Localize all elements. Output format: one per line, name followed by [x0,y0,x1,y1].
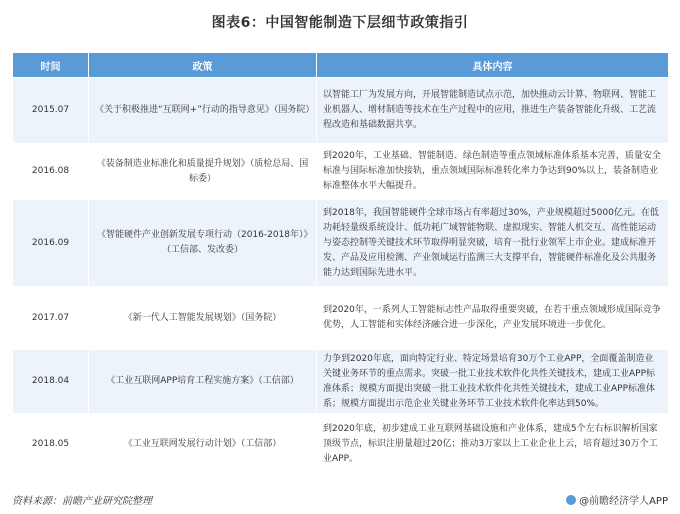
cell-content: 到2018年，我国智能硬件全球市场占有率超过30%，产业规模超过5000亿元。在低功耗轻量级系统设计、低功耗广域智能物联、虚拟现实、智能人机交互、高性能运动与姿态控制等关键技术环节取得明显突破，培育一批行业领军上市企业。建成标准开发、产品及应用检测、产业领域运行监测三大支撑平台，智能硬件标准化及公共服务能力达到国际先进水平。 [317,200,669,287]
cell-policy: 《工业互联网发展行动计划》（工信部） [89,414,317,475]
column-header-policy: 政策 [89,53,317,78]
cell-policy: 《关于积极推进“互联网+”行动的指导意见》（国务院） [89,78,317,144]
table-row [13,200,669,287]
policy-table-container [12,52,668,475]
table-row [13,144,669,200]
cell-time: 2016.09 [13,200,89,287]
cell-policy: 《装备制造业标准化和质量提升规划》（质检总局、国标委） [89,144,317,200]
table-row [13,78,669,144]
cell-time: 2015.07 [13,78,89,144]
page-title: 图表6：中国智能制造下层细节政策指引 [211,15,469,31]
brand-logo-icon [566,495,576,505]
cell-policy: 《新一代人工智能发展规划》（国务院） [89,287,317,350]
cell-content: 到2020年底，初步建成工业互联网基础设施和产业体系，建成5个左右标识解析国家顶级节点，标识注册量超过20亿；推动3万家以上工业企业上云，培育超过30万个工业APP。 [317,414,669,475]
table-row [13,287,669,350]
brand-label: @前瞻经济学人APP [579,496,668,507]
cell-content: 以智能工厂为发展方向，开展智能制造试点示范，加快推动云计算、物联网、智能工业机器人、增材制造等技术在生产过程中的应用，推进生产装备智能化升级、工艺流程改造和基础数据共享。 [317,78,669,144]
cell-time: 2018.04 [13,350,89,414]
source-note: 资料来源：前瞻产业研究院整理 [12,496,152,507]
column-header-content: 具体内容 [317,53,669,78]
cell-policy: 《工业互联网APP培育工程实施方案》（工信部） [89,350,317,414]
cell-content: 到2020年，一系列人工智能标志性产品取得重要突破，在若干重点领域形成国际竞争优势，人工智能和实体经济融合进一步深化，产业发展环境进一步优化。 [317,287,669,350]
cell-content: 力争到2020年底，面向特定行业、特定场景培育30万个工业APP，全面覆盖制造业关键业务环节的重点需求。突破一批工业技术软件化共性关键技术，建成工业APP标准体系；规模方面提出突破一批工业技术软件化共性关键技术，建成工业APP标准体系；规模方面提出示范企业关键业务环节工业技术软件化率达到50%。 [317,350,669,414]
cell-time: 2016.08 [13,144,89,200]
table-row [13,350,669,414]
policy-table [12,52,669,475]
cell-time: 2018.05 [13,414,89,475]
cell-content: 到2020年，工业基础、智能制造、绿色制造等重点领域标准体系基本完善，质量安全标准与国际标准加快接轨，重点领域国际标准转化率力争达到90%以上，装备制造业标准整体水平大幅提升。 [317,144,669,200]
column-header-time: 时间 [13,53,89,78]
table-row [13,414,669,475]
cell-policy: 《智能硬件产业创新发展专项行动（2016-2018年）》（工信部、发改委） [89,200,317,287]
cell-time: 2017.07 [13,287,89,350]
table-header-row [13,53,669,78]
footer [12,492,668,508]
brand-credit [566,492,668,507]
